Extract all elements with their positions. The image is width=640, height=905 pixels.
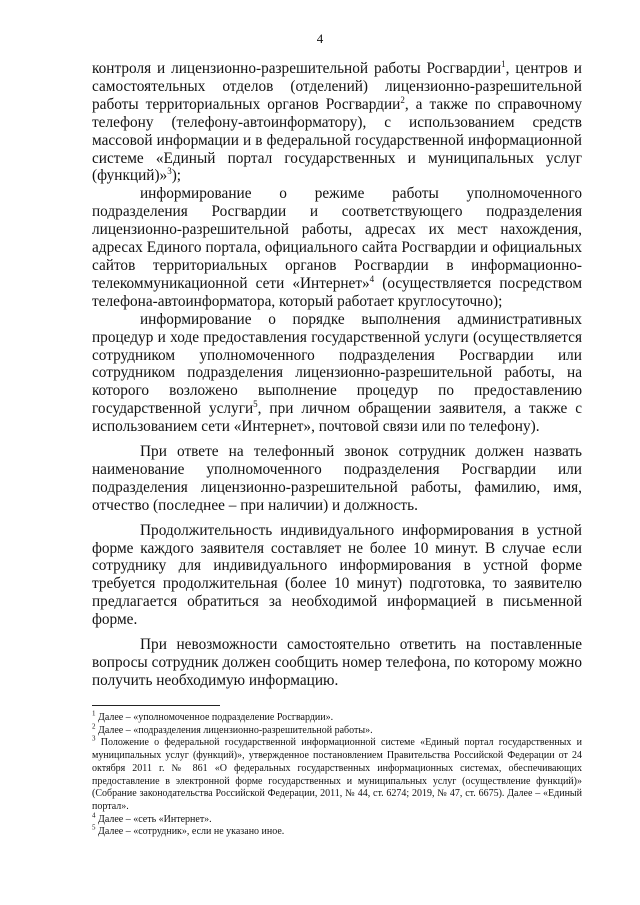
- footnote: [92, 737, 582, 813]
- text-run: );: [171, 167, 182, 185]
- text-run: При ответе на телефонный звонок сотрудник должен назвать наименование уполномоченного подразделения Росгвардии или подразделения лицензионно-разрешительной работы, фамилию, имя, отчество (последнее – при наличии) и должность.: [92, 443, 582, 514]
- footnotes: [92, 705, 582, 839]
- text-run: , а также по справочному телефону (телефону-автоинформатору), с использованием средств массовой информации и в федеральной государственной информационной системе «Единый портал государственных и муниципальных услуг (функций)»: [92, 95, 582, 185]
- footnote-number: 3: [92, 735, 96, 744]
- footnote: [92, 811, 582, 827]
- text-run: информирование о порядке выполнения административных процедур и ходе предоставления государственной услуги (осуществляется сотрудником уполномоченного подразделения Росгвардии или сотрудником подразделения лицензионно-разрешительной работы, на которого возложено выполнение процедур по предоставлению государственной услуги: [92, 310, 582, 418]
- footnote-text: Далее – «сотрудник», если не указано иное.: [95, 826, 285, 838]
- footnote-text: Далее – «подразделения лицензионно-разрешительной работы».: [95, 724, 373, 736]
- footnote-text: Далее – «уполномоченное подразделение Росгвардии».: [95, 712, 334, 723]
- text-run: Продолжительность индивидуального информирования в устной форме каждого заявителя составляет не более 10 минут. В случае если сотруднику для индивидуального информирования в устной форме требуется продолжительная (более 10 минут) подготовка, то заявителю предлагается обратиться за необходимой информацией в письменной форме.: [92, 521, 582, 629]
- footnote-text: Далее – «сеть «Интернет».: [95, 813, 212, 825]
- text-run: контроля и лицензионно-разрешительной работы Росгвардии: [92, 60, 502, 77]
- footnote-text: Положение о федеральной государственной информационной системе «Единый портал государственных и муниципальных услуг (функций)», утвержденное постановлением Правительства Российской Федерации от 24 октября 2011 г. № 861 «О федеральных государственных информационных системах, обеспечивающих предоставление в электронной форме государственных и муниципальных услуг (осуществление функций)» (Собрание законодательства Российской Федерации, 2011, № 44, ст. 6274; 2019, № 47, ст. 6675). Далее – «Единый портал».: [92, 737, 582, 812]
- paragraph: [92, 60, 582, 185]
- paragraph: [92, 443, 582, 515]
- text-run: При невозможности самостоятельно ответить на поставленные вопросы сотрудник должен сообщить номер телефона, по которому можно получить необходимую информацию.: [92, 636, 582, 689]
- footnote-ref: 4: [369, 273, 375, 284]
- footnote-number: 4: [92, 811, 96, 820]
- footnote-number: 1: [92, 709, 96, 718]
- paragraph: [92, 636, 582, 690]
- footnote-number: 5: [92, 824, 96, 832]
- footnote: [92, 826, 582, 839]
- footnote-number: 2: [92, 722, 96, 731]
- footnote-divider: [92, 705, 220, 706]
- footnote-ref: 5: [253, 399, 258, 410]
- paragraph: [92, 185, 582, 310]
- footnote-ref: 3: [167, 166, 172, 177]
- page-number: 4: [316, 31, 324, 46]
- footnote: [92, 722, 582, 738]
- main-text: [92, 60, 582, 690]
- footnote-ref: 1: [501, 58, 506, 69]
- footnote-ref: 2: [400, 94, 405, 105]
- text-run: , при личном обращении заявителя, а также с использованием сети «Интернет», почтовой связи или по телефону).: [92, 400, 582, 436]
- footnote: [92, 709, 582, 725]
- paragraph: [92, 522, 582, 629]
- text-run: (осуществляется посредством телефона-автоинформатора, который работает круглосуточно);: [92, 274, 582, 310]
- text-run: информирование о режиме работы уполномоченного подразделения Росгвардии и соответствующего подразделения лицензионно-разрешительной работы, адресах их мест нахождения, адресах Единого портала, официального сайта Росгвардии и официальных сайтов территориальных органов Росгвардии в информационно-телекоммуникационной сети «Интернет»: [92, 185, 582, 292]
- paragraph: [92, 311, 582, 436]
- text-run: , центров и самостоятельных отделов (отделений) лицензионно-разрешительной работы территориальных органов Росгвардии: [92, 60, 582, 113]
